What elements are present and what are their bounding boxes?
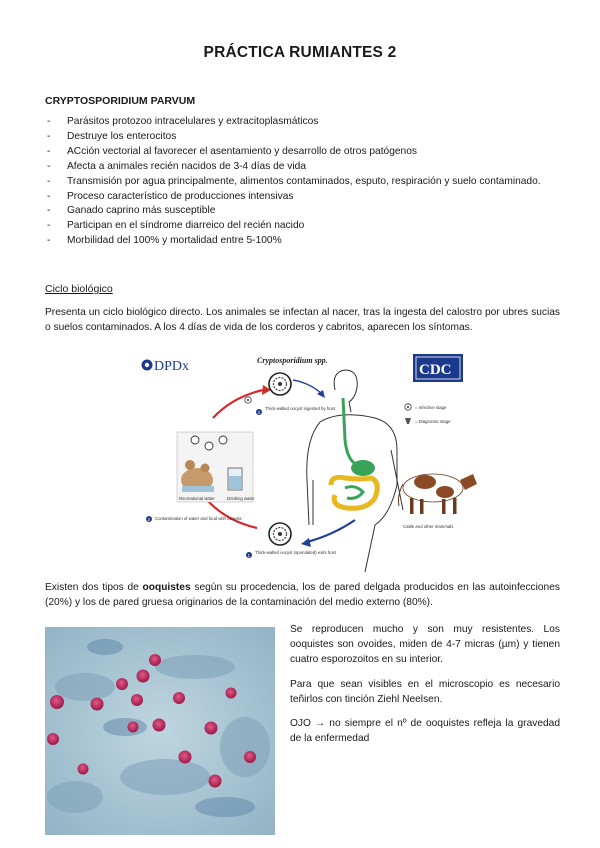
legend — [405, 404, 451, 424]
cycle-arrow-red-top — [213, 390, 263, 418]
oocyst — [78, 764, 89, 775]
label-drinking-water: Drinking water — [227, 496, 255, 501]
cycle-paragraph: Presenta un ciclo biológico directo. Los animales se infectan al nacer, tras la ingesta del calostro por ubres sucias o suelos contaminados. A los 4 días de vida de los corderos y cabritos, aparecen los síntomas. — [45, 307, 560, 333]
side-paragraph-3: OJO → no siempre el nº de ooquistes refleja la gravedad de la enfermedad — [290, 718, 560, 744]
drinking-water-glass — [228, 468, 242, 490]
list-item: - Parásitos protozoo intracelulares y extracitoplasmáticos — [45, 115, 560, 130]
ingestion-arrow — [293, 380, 322, 394]
cdc-logo-text: CDC — [419, 362, 452, 378]
side-paragraph-2: Para que sean visibles en el microscopio es necesario teñirlos con tinción Ziehl Neelsen. — [290, 679, 560, 705]
cow-illustration — [399, 474, 478, 514]
figure-title: Cryptosporidium spp. — [257, 356, 328, 365]
life-cycle-figure — [135, 350, 480, 572]
list-item: - Transmisión por agua principalmente, alimentos contaminados, esputo, respiración y suelo contaminado. — [45, 175, 560, 190]
oocyst-ingested-icon — [269, 373, 291, 395]
ooquistes-term: ooquistes — [142, 582, 191, 593]
label-contamination: Contamination of water and food with oocysts — [155, 516, 242, 521]
dpdx-logo — [142, 359, 190, 374]
label-thick-ingested: Thick-walled oocyst ingested by host — [265, 406, 335, 411]
oocyst — [226, 688, 237, 699]
oocyst — [50, 695, 64, 709]
list-item: - ACción vectorial al favorecer el asentamiento y desarrollo de otros patógenos — [45, 145, 560, 160]
cdc-logo — [413, 354, 463, 382]
list-item: - Participan en el síndrome diarreico del recién nacido — [45, 219, 560, 234]
oocyst-types-paragraph — [45, 580, 560, 610]
legend-infective: = Infective stage — [415, 405, 447, 410]
list-item: - Morbilidad del 100% y mortalidad entre 5-100% — [45, 234, 560, 249]
oocyst — [137, 670, 150, 683]
oocyst — [116, 678, 128, 690]
page-title: PRÁCTICA RUMIANTES 2 — [203, 44, 397, 61]
micrograph-image — [45, 627, 275, 835]
oocyst — [131, 694, 143, 706]
dpdx-logo-text: DPDx — [154, 359, 190, 374]
cycle-arrow-red-bottom — [207, 500, 257, 528]
oocyst — [209, 775, 222, 788]
microscope-icon — [405, 418, 411, 424]
oocyst — [205, 722, 218, 735]
cycle-heading: Ciclo biológico — [45, 283, 113, 295]
intestine — [331, 477, 377, 508]
oocyst — [47, 733, 59, 745]
oocyst — [149, 654, 161, 666]
arrowhead — [301, 538, 311, 547]
oocyst — [244, 751, 256, 763]
oocyst — [91, 698, 104, 711]
list-item: - Ganado caprino más susceptible — [45, 204, 560, 219]
oocyst — [179, 751, 192, 764]
oocyst — [128, 722, 139, 733]
section-heading: CRYPTOSPORIDIUM PARVUM — [45, 95, 196, 107]
text-segment: Existen dos tipos de — [45, 582, 143, 593]
list-item: - Afecta a animales recién nacidos de 3-4 días de vida — [45, 160, 560, 175]
list-item: - Destruye los enterocitos — [45, 130, 560, 145]
list-item: - Proceso característico de producciones intensivas — [45, 190, 560, 205]
oocyst-excreted-icon — [269, 523, 291, 545]
step-number: 3 — [257, 410, 260, 415]
oocyst — [153, 719, 166, 732]
bullet-list — [45, 115, 560, 249]
label-cattle: Cattle and other mammals — [403, 524, 454, 529]
oocyst — [173, 692, 185, 704]
cycle-arrow-blue — [307, 520, 355, 542]
text-segment: según su procedencia, los de pared delgada producidos en las autoinfecciones (20%) y los de pared gruesa originarios de la contaminación del medio externo (80%). — [45, 582, 560, 608]
biohazard-icon — [245, 397, 251, 403]
side-paragraph-1: Se reproducen mucho y son muy resistentes. Los ooquistes son ovoides, miden de 4-7 micras (µm) y tienen cuatro esporozoitos en su interior. — [290, 624, 560, 665]
step-number: 1 — [247, 553, 250, 558]
step-number: 2 — [147, 517, 150, 522]
legend-diagnostic: = Diagnostic stage — [415, 419, 451, 424]
label-thick-excreted: Thick-walled oocyst (sporulated) exits host — [255, 550, 336, 555]
stomach — [351, 460, 375, 476]
label-recreational-water: Recreational water — [179, 496, 215, 501]
